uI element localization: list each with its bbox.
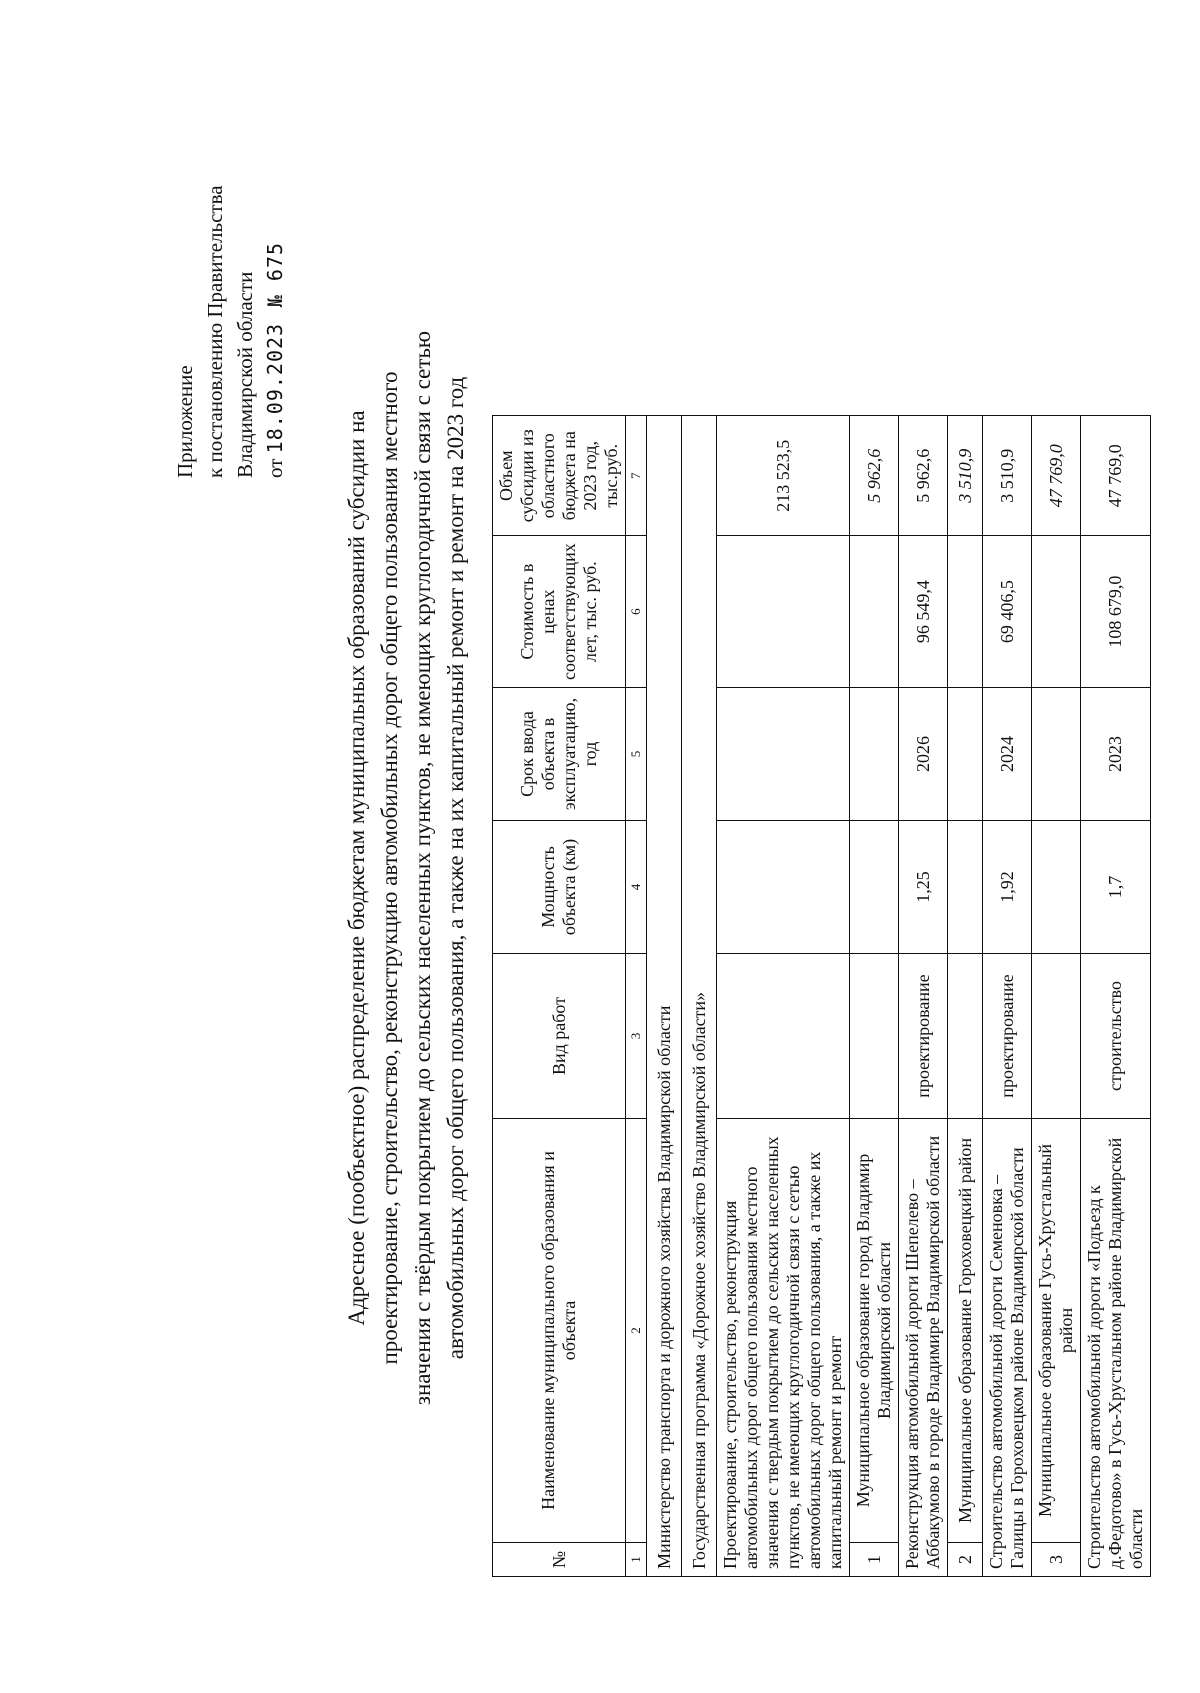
header-name: Наименование муниципального образования и объекта xyxy=(493,1119,626,1543)
col-number: 5 xyxy=(626,688,647,821)
municipality-total: 5 962,6 xyxy=(850,416,899,536)
municipality-row xyxy=(948,416,983,1577)
annex-region: Владимирской области xyxy=(233,271,257,478)
object-subsidy: 3 510,9 xyxy=(983,416,1032,536)
purpose-row xyxy=(717,416,850,1577)
col-number: 4 xyxy=(626,821,647,954)
object-cost: 69 406,5 xyxy=(983,536,1032,688)
municipality-name: Муниципальное образование город Владимир Владимирской области xyxy=(850,1119,899,1543)
object-year: 2026 xyxy=(899,688,948,821)
object-work-type: проектирование xyxy=(983,954,1032,1119)
municipality-row xyxy=(850,416,899,1577)
annex-label: Приложение xyxy=(173,365,197,478)
municipality-no: 1 xyxy=(850,1543,899,1577)
object-row xyxy=(1081,416,1151,1577)
purpose-amount: 213 523,5 xyxy=(717,416,850,536)
ministry-row xyxy=(647,416,682,1577)
annex-date: 18.09.2023 xyxy=(263,322,287,454)
annex-date-line xyxy=(260,185,290,478)
municipality-total: 47 769,0 xyxy=(1032,416,1081,536)
object-length: 1,25 xyxy=(899,821,948,954)
municipality-row xyxy=(1032,416,1081,1577)
annex-header xyxy=(170,185,290,478)
annex-number: № 675 xyxy=(263,241,287,308)
object-cost: 96 549,4 xyxy=(899,536,948,688)
object-subsidy: 5 962,6 xyxy=(899,416,948,536)
subsidy-table xyxy=(492,415,1151,1577)
col-number: 7 xyxy=(626,416,647,536)
municipality-name: Муниципальное образование Гусь-Хрустальный район xyxy=(1032,1119,1081,1543)
object-row xyxy=(983,416,1032,1577)
object-subsidy: 47 769,0 xyxy=(1081,416,1151,536)
object-row xyxy=(899,416,948,1577)
object-cost: 108 679,0 xyxy=(1081,536,1151,688)
object-length: 1,7 xyxy=(1081,821,1151,954)
object-length: 1,92 xyxy=(983,821,1032,954)
col-number: 2 xyxy=(626,1119,647,1543)
col-number: 6 xyxy=(626,536,647,688)
document-title: Адресное (пообъектное) распределение бюджетам муниципальных образований субсидии на проектирование, строительство, реконструкцию автомобильных дорог общего пользования местного значения с твёрдым покрытием до сельских населенных пунктов, не имеющих круглогодичной связи с сетью автомобильных дорог общего пользования, а также на их капитальный ремонт и ремонт на 2023 год xyxy=(344,330,468,1406)
purpose-name: Проектирование, строительство, реконструкция автомобильных дорог общего пользования местного значения с твердым покрытием до сельских населенных пунктов, не имеющих круглогодичной связи с сетью автомобильных дорог общего пользования, а также их капитальный ремонт и ремонт xyxy=(717,1119,850,1577)
column-number-row xyxy=(626,416,647,1577)
header-capacity: Мощность объекта (км) xyxy=(493,821,626,954)
annex-date-prefix: от xyxy=(263,458,287,478)
object-name: Строительство автомобильной дороги «Подъезд к д.Федотово» в Гусь-Хрустальном районе Владимирской области xyxy=(1081,1119,1151,1577)
annex-decree-ref: к постановлению Правительства xyxy=(203,185,227,478)
municipality-no: 3 xyxy=(1032,1543,1081,1577)
table-header-row xyxy=(493,416,626,1577)
col-number: 1 xyxy=(626,1543,647,1577)
header-subsidy: Объем субсидии из областного бюджета на 2023 год, тыс.руб. xyxy=(493,416,626,536)
ministry-name: Министерство транспорта и дорожного хозяйства Владимирской области xyxy=(647,416,682,1577)
header-no: № xyxy=(493,1543,626,1577)
object-name: Строительство автомобильной дороги Семеновка – Галицы в Гороховецком районе Владимирской области xyxy=(983,1119,1032,1577)
object-year: 2023 xyxy=(1081,688,1151,821)
col-number: 3 xyxy=(626,954,647,1119)
header-work-type: Вид работ xyxy=(493,954,626,1119)
program-name: Государственная программа «Дорожное хозяйство Владимирской области» xyxy=(682,416,717,1577)
municipality-no: 2 xyxy=(948,1543,983,1577)
header-commission-year: Срок ввода объекта в эксплуатацию, год xyxy=(493,688,626,821)
municipality-name: Муниципальное образование Гороховецкий район xyxy=(948,1119,983,1543)
program-row xyxy=(682,416,717,1577)
header-cost: Стоимость в ценах соответствующих лет, тыс. руб. xyxy=(493,536,626,688)
object-name: Реконструкция автомобильной дороги Шепелево – Аббакумово в городе Владимире Владимирской области xyxy=(899,1119,948,1577)
municipality-total: 3 510,9 xyxy=(948,416,983,536)
object-work-type: проектирование xyxy=(899,954,948,1119)
object-year: 2024 xyxy=(983,688,1032,821)
object-work-type: строительство xyxy=(1081,954,1151,1119)
